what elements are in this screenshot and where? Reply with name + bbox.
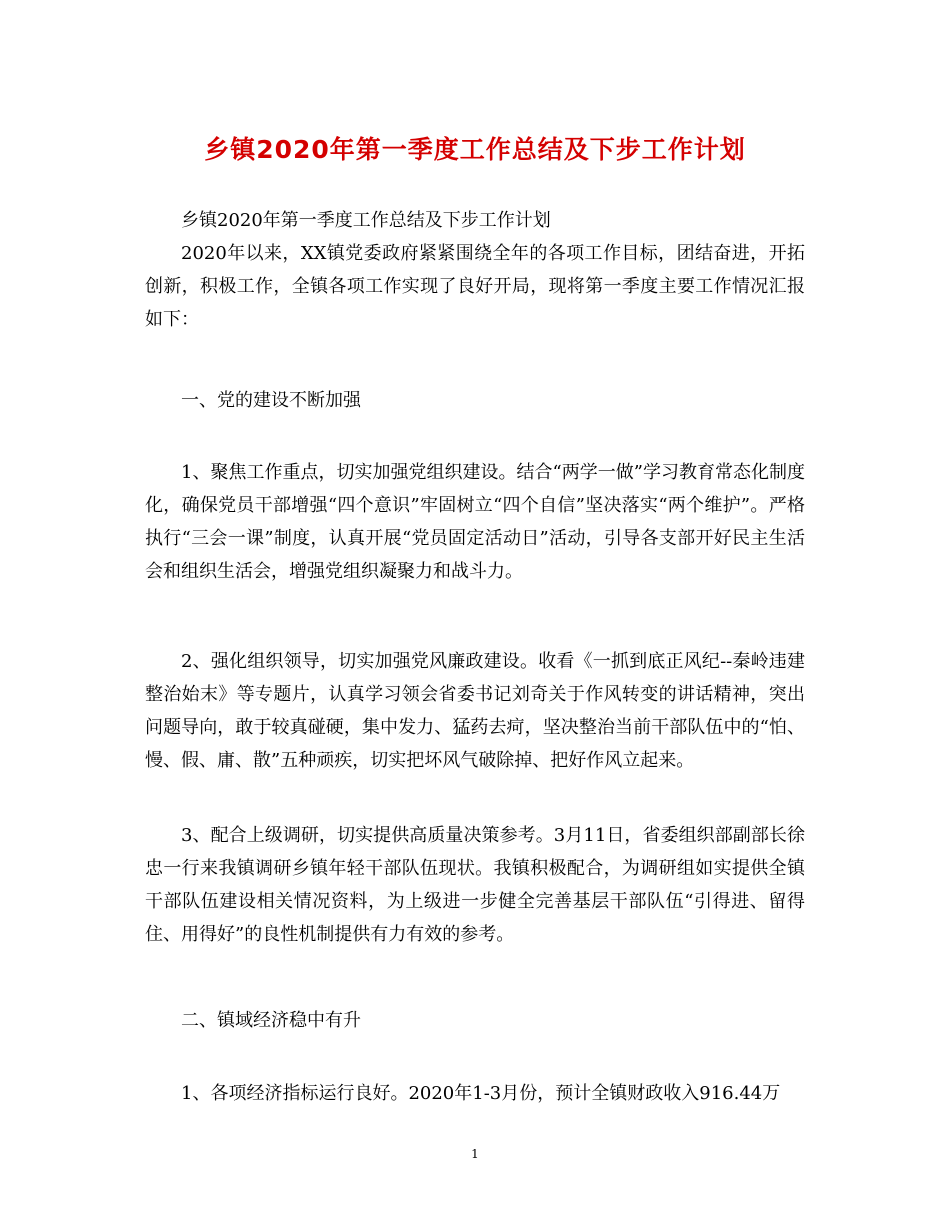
intro-paragraph: 2020年以来，XX镇党委政府紧紧围绕全年的各项工作目标，团结奋进，开拓创新，积极工作，全镇各项工作实现了良好开局，现将第一季度主要工作情况汇报如下： bbox=[145, 243, 805, 330]
paragraph-clean-governance: 2、强化组织领导，切实加强党风廉政建设。收看《一抓到底正风纪--秦岭违建整治始末》等专题片，认真学习领会省委书记刘奇关于作风转变的讲话精神，突出问题导向，敢于较真碰硬，集中发力、猛药去疴，坚决整治当前干部队伍中的“怕、慢、假、庸、散”五种顽疾，切实把坏风气破除掉、把好作风立起来。 bbox=[145, 651, 805, 771]
subtitle-paragraph: 乡镇2020年第一季度工作总结及下步工作计划 bbox=[181, 210, 551, 231]
paragraph-economic-indicators: 1、各项经济指标运行良好。2020年1-3月份，预计全镇财政收入916.44万 bbox=[181, 1083, 781, 1104]
page-number: 1 bbox=[471, 1147, 479, 1161]
section-heading-party-building: 一、党的建设不断加强 bbox=[181, 390, 361, 411]
section-heading-economy: 二、镇域经济稳中有升 bbox=[181, 1010, 361, 1031]
paragraph-research-support: 3、配合上级调研，切实提供高质量决策参考。3月11日，省委组织部副部长徐忠一行来我镇调研乡镇年轻干部队伍现状。我镇积极配合，为调研组如实提供全镇干部队伍建设相关情况资料，为上级进一步健全完善基层干部队伍“引得进、留得住、用得好”的良性机制提供有力有效的参考。 bbox=[145, 825, 805, 945]
document-title: 乡镇2020年第一季度工作总结及下步工作计划 bbox=[204, 135, 746, 164]
paragraph-party-organization: 1、聚焦工作重点，切实加强党组织建设。结合“两学一做”学习教育常态化制度化，确保党员干部增强“四个意识”牢固树立“四个自信”坚决落实“两个维护”。严格执行“三会一课”制度，认真开展“党员固定活动日”活动，引导各支部开好民主生活会和组织生活会，增强党组织凝聚力和战斗力。 bbox=[145, 462, 805, 582]
